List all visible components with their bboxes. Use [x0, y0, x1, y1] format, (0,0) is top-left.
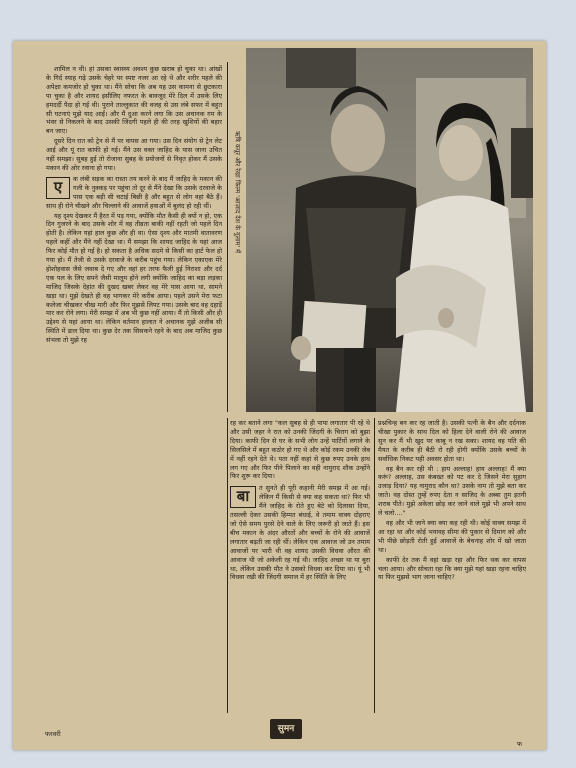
column-divider	[374, 418, 375, 713]
text-column-middle	[230, 419, 370, 714]
photo-illustration	[246, 48, 533, 412]
paragraph: वह और भी जाने क्या क्या कह रही थी। कोई वाक्य समझ में आ रहा था और कोई भयावह सीमा की पुकार से दिमाग को और भी पीछे छोड़ती रोती हुई आवाजें के बेचनाह शोर में खो जाता था।	[378, 518, 526, 554]
footer-month: फरवरी	[45, 730, 61, 738]
paragraph-text: क लंबी सड़क का रास्ता तय करने के बाद मैं जाहिद के मकान की गली के नुक्कड़ पर पहुंचा तो दूर से मैंने देखा कि उसके दरवाजे के पास एक बड़ी सी चटाई बिछी है और बहुत से लोग वहां बैठे हैं। साथ ही रोने चीखने और चिल्लाने की आवाजें हवाओं में बुलंद हो रही थीं।	[46, 174, 222, 210]
paragraph: प्रश्नचिन्ह बन कर रह जाती है। उसकी पत्नी के बैन और दर्दनाक चीखा पुकार के साथ दिल को हिला देने वाली रोने की आवाज सुन कर मैं भी खुद पर काबू न रख सका। शायद वह पति की मैयत के करीब ही बैठी रो रही होगी क्योंकि उसके बच्चों के सर्वाधिक निकट यही अवसर होता था।	[378, 419, 526, 463]
film-still-photo	[246, 48, 533, 412]
magazine-logo: सुमन	[270, 719, 302, 739]
paragraph	[230, 484, 370, 582]
paragraph: यह दृश्य देखकर मैं हैरत में पड़ गया, क्योंकि मौत कैसी ही क्यों न हो, एक दिन गुजरने के बाद उसके शोर में वह तीव्रता बाकी नहीं रहती जो पहले दिन होती है। लेकिन यहां हाल कुछ और ही था। ऐसा दृश्य और मातमी वातावरण पहले कहीं और मैंने नहीं देखा था। मैं समझा कि शायद जाहिद के यहां आज फिर कोई मौत हो गई है। हो सकता है अधिक सदमे से किसी का हार्ट फेल हो गया हो। मैं तेजी से उसके दरवाजे के करीब पहुंच गया। लेकिन एकाएक मेरे होशोहवास जैसे जवाब दे गए और वहां हर तरफ फैली हुई निराशा और दर्द एक पल के लिए सपने जैसी मालूम होने लगी क्योंकि जाहिद का बड़ा लड़का माजिद जिसके देहांत की दुखद खबर लेकर वह मेरे पास आया था, सामने खड़ा था। मुझे देखते ही वह भागकर मेरे करीब आया। पहले उसने मेरा फटा कलेजा चीखकर चीख मारी और फिर मुझसे लिपट गया। उसके बाद वह दहाड़ें मार कर रोने लगा। मेरी समझ में अब भी कुछ नहीं आया। मैं तो किसी और ही उद्देश्य से यहां आया था। लेकिन वर्तमान हालात ने अचानक मुझे अजीब सी स्थिति में डाल दिया था। कुछ देर तक सिसकने रहने के बाद अब माजिद कुछ संभला तो मुझे रह	[46, 211, 222, 345]
text-column-left	[46, 65, 222, 717]
photo-caption: ऋषि कपूर और रेखा फिल्म 'आज़ाद देश के गुलाम' में	[233, 130, 242, 254]
paragraph-text: त सुनते ही पूरी कहानी मेरी समझ में आ गई। लेकिन मैं किसी से क्या कह सकता था? फिर भी मैंने जाहिद के रोते हुए बेटे को दिलासा दिया, तसल्ली देकर उसकी हिम्मत बंधाई, वे तमाम वाक्य दोहराए जो ऐसे समय पुरसे देने वाले के लिए जरूरी हो जाते हैं। इस बीच मकान के अंदर औरतों और बच्चों के रोने की आवाजें लगातार बढ़ती जा रही थीं। लेकिन एक आवाज जो उन तमाम आवाजों पर भारी थी वह शायद उसकी विधवा औरत की आवाज थी जो अकेली रह गई थी। जाहिद अच्छा था या बुरा था, लेकिन उसकी मौत ने उसको विधवा कर दिया था। यूं भी विधवा रखी की जिंदगी समाज में हर स्थिति के लिए	[230, 484, 370, 582]
paragraph: काफी देर तक मैं वहां खड़ा रहा और फिर थक कर वापस चला आया। और सोचता रहा कि क्या मुझे यहां खड़ा रहना चाहिए या फिर मुझसे भाग जाना चाहिए?	[378, 555, 526, 582]
paragraph: रह कर बताने लगा "कल सुबह से ही पापा लगातार पी रहे थे और उसी जहर ने रात को उनकी जिंदगी के चिराग को बुझा दिया। काफी दिन से घर के सभी लोग उन्हें पार्टियों लगाने के सिलसिले में बहुत कठोर हो गए थे और कोई रकम उनकी जेब में नहीं रहने देते थे। पता नहीं कहां से कुछ रुपए उनके हाथ लग गए और फिर पीने पिलाने का वही नामुराद शौक उन्होंने फिर शुरू कर दिया।	[230, 419, 370, 481]
text-column-right	[378, 419, 526, 714]
paragraph	[46, 175, 222, 211]
paragraph: दूसरे दिन रात को ट्रेन से मैं पर वापस आ गया। उस दिन संयोग से ट्रेन लेट आई और यूं रात काफी हो गई। मैंने उस वक्त जाहिद के पास जाना उचित नहीं समझा। सुबह हुई तो रोजाना सुबह के प्रयोजनों से निवृत होकर मैं उसके मकान की ओर रवाना हो गया।	[46, 137, 222, 172]
paragraph: वह बैन कर रही थी : हाय अल्लाह! हाय अल्लाह! मैं क्या करूं? अल्लाह, उस कंबख्त को पट कर दे जिसने मेरा सुहाग उजाड़ दिया? यह नामुराद कौन था? उसके नाम तो मुझे बता कर जाते। वह दोस्त तुम्हें रुपए देता न साजिद के अब्बा तुम इतनी शराब पीते। मुझे अकेला छोड़ कर जाने वाले मुझे भी अपने साथ ले चलो...."	[378, 464, 526, 518]
paragraph: शामिल न थी। हां उसका स्वास्थ्य अवश्य कुछ खराब हो चुका था। आंखों के गिर्द स्याह गढ़े उसके चेहरे पर स्पष्ट नजर आ रहे थे और शरीर पहले की अपेक्षा कमजोर हो चुका था। मैंने सोचा कि अब यह उस कामना से छुटकारा पा चुका है और शायद इसीलिए नफरत के बावजूद मेरे दिल में उसके लिए हमदर्दी पैदा हो गई थी। पुराने ताल्लुकात की वजह से उस लंबे सफर में बहुत सी घटनाएं मुझे याद आईं। और मैं दुआ करने लगा कि उस अचानक ग़म के भंवर से निकलने के बाद उसकी जिंदगी पहले ही की तरह खुशियों की बहार बन जाए।	[46, 65, 222, 136]
drop-cap: बा	[230, 486, 256, 508]
drop-cap: ए	[46, 177, 70, 199]
footer-page-mark: फ	[517, 740, 523, 748]
column-divider	[227, 62, 228, 412]
column-divider	[227, 418, 228, 713]
